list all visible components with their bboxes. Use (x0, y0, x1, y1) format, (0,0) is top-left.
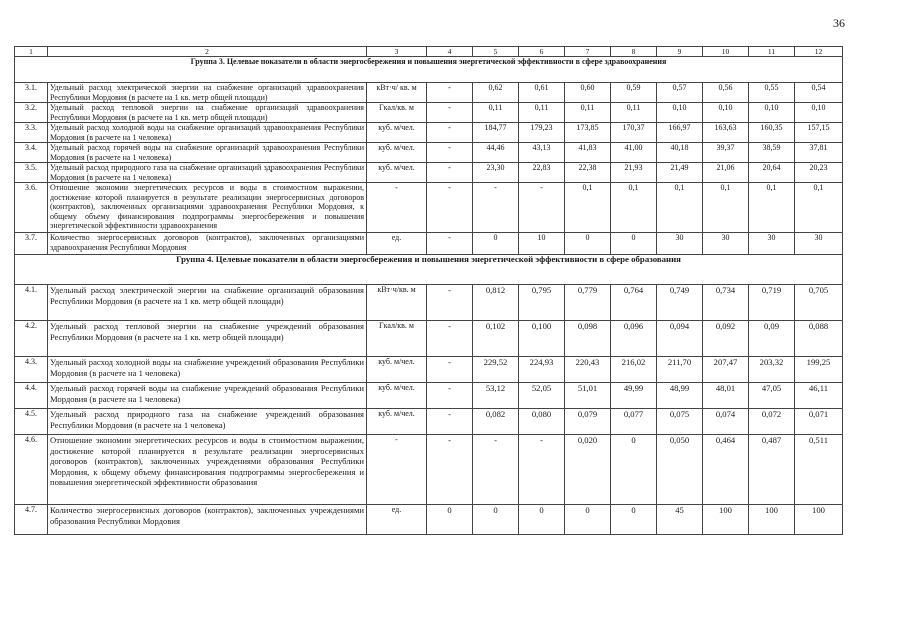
value-cell: 45 (657, 505, 703, 535)
value-cell: 48,01 (703, 383, 749, 409)
table-row (15, 163, 843, 183)
indicator-description: Удельный расход горячей воды на снабжение организаций здравоохранения Республики Мордовия (в расчете на 1 человека) (48, 143, 367, 163)
value-cell: - (473, 435, 519, 505)
base-value-cell: - (427, 83, 473, 103)
value-cell: 22,38 (565, 163, 611, 183)
table-row (15, 505, 843, 535)
unit-cell: куб. м/чел. (367, 123, 427, 143)
value-cell: 0,54 (795, 83, 843, 103)
column-number: 11 (749, 47, 795, 57)
row-number: 3.2. (15, 103, 48, 123)
value-cell: 41,83 (565, 143, 611, 163)
value-cell: 0,10 (657, 103, 703, 123)
value-cell: - (519, 435, 565, 505)
value-cell: 0,050 (657, 435, 703, 505)
value-cell: 0,071 (795, 409, 843, 435)
value-cell: 0,100 (519, 321, 565, 357)
value-cell: 0,082 (473, 409, 519, 435)
value-cell: 0,11 (611, 103, 657, 123)
table-row (15, 233, 843, 255)
value-cell: 203,32 (749, 357, 795, 383)
base-value-cell: - (427, 357, 473, 383)
value-cell: 0,487 (749, 435, 795, 505)
value-cell: 170,37 (611, 123, 657, 143)
value-cell: 0,779 (565, 285, 611, 321)
value-cell: 22,83 (519, 163, 565, 183)
value-cell: 0,09 (749, 321, 795, 357)
value-cell: 41,00 (611, 143, 657, 163)
base-value-cell: - (427, 143, 473, 163)
value-cell: 30 (703, 233, 749, 255)
value-cell: 23,30 (473, 163, 519, 183)
value-cell: 0 (473, 233, 519, 255)
indicator-description: Количество энергосервисных договоров (контрактов), заключенных организациями здравоохранения Республики Мордовия (48, 233, 367, 255)
row-number: 4.7. (15, 505, 48, 535)
value-cell: 0,098 (565, 321, 611, 357)
value-cell: 0 (565, 505, 611, 535)
column-number: 7 (565, 47, 611, 57)
value-cell: 0,719 (749, 285, 795, 321)
value-cell: 21,49 (657, 163, 703, 183)
indicator-description: Удельный расход природного газа на снабжение учреждений образования Республики Мордовия (в расчете на 1 человека) (48, 409, 367, 435)
value-cell: 207,47 (703, 357, 749, 383)
value-cell: 0,1 (611, 183, 657, 233)
column-number: 12 (795, 47, 843, 57)
row-number: 4.3. (15, 357, 48, 383)
column-number: 4 (427, 47, 473, 57)
value-cell: 0,020 (565, 435, 611, 505)
unit-cell: кВт·ч/ кв. м (367, 83, 427, 103)
unit-cell: Гкал/кв. м (367, 103, 427, 123)
value-cell: 224,93 (519, 357, 565, 383)
column-number: 8 (611, 47, 657, 57)
base-value-cell: - (427, 409, 473, 435)
value-cell: 0 (611, 505, 657, 535)
value-cell: 229,52 (473, 357, 519, 383)
indicator-description: Удельный расход тепловой энергии на снабжение учреждений образования Республики Мордовия (в расчете на 1 кв. метр общей площади) (48, 321, 367, 357)
value-cell: 43,13 (519, 143, 565, 163)
table-row (15, 409, 843, 435)
value-cell: 0 (519, 505, 565, 535)
column-number: 5 (473, 47, 519, 57)
value-cell: 211,70 (657, 357, 703, 383)
value-cell: 0,59 (611, 83, 657, 103)
value-cell: 0,60 (565, 83, 611, 103)
value-cell: 0,1 (565, 183, 611, 233)
indicator-description: Отношение экономии энергетических ресурсов и воды в стоимостном выражении, достижение которой планируется в результате реализации энергосервисных договоров (контрактов), заключенных учреждениями образования Республики Мордовия, к общему объему финансирования подпрограммы энергосбережения и повышения энергетической эффективности образования (48, 435, 367, 505)
value-cell: 100 (703, 505, 749, 535)
value-cell: 166,97 (657, 123, 703, 143)
value-cell: 0,1 (749, 183, 795, 233)
value-cell: 46,11 (795, 383, 843, 409)
value-cell: 160,35 (749, 123, 795, 143)
indicators-table (14, 46, 843, 535)
value-cell: 52,05 (519, 383, 565, 409)
table-row (15, 435, 843, 505)
row-number: 4.5. (15, 409, 48, 435)
value-cell: 0,072 (749, 409, 795, 435)
value-cell: 0,764 (611, 285, 657, 321)
value-cell: 0,10 (749, 103, 795, 123)
value-cell: 173,85 (565, 123, 611, 143)
row-number: 4.1. (15, 285, 48, 321)
table-row (15, 321, 843, 357)
value-cell: 199,25 (795, 357, 843, 383)
table-row (15, 357, 843, 383)
unit-cell: куб. м/чел. (367, 143, 427, 163)
value-cell: 47,05 (749, 383, 795, 409)
value-cell: 0,57 (657, 83, 703, 103)
table-row (15, 285, 843, 321)
base-value-cell: - (427, 123, 473, 143)
row-number: 4.6. (15, 435, 48, 505)
value-cell: 0 (611, 233, 657, 255)
value-cell: 0,102 (473, 321, 519, 357)
value-cell: 49,99 (611, 383, 657, 409)
value-cell: 37,81 (795, 143, 843, 163)
value-cell: 0,795 (519, 285, 565, 321)
value-cell: 10 (519, 233, 565, 255)
unit-cell: куб. м/чел. (367, 409, 427, 435)
value-cell: 48,99 (657, 383, 703, 409)
group-title: Группа 3. Целевые показатели в области энергосбережения и повышения энергетической эффективности в сфере здравоохранения (15, 57, 843, 83)
row-number: 3.6. (15, 183, 48, 233)
indicator-description: Удельный расход горячей воды на снабжение учреждений образования Республики Мордовия (в расчете на 1 человека) (48, 383, 367, 409)
value-cell: 0,11 (565, 103, 611, 123)
row-number: 4.2. (15, 321, 48, 357)
value-cell: 179,23 (519, 123, 565, 143)
value-cell: 30 (657, 233, 703, 255)
value-cell: 53,12 (473, 383, 519, 409)
value-cell: 0,075 (657, 409, 703, 435)
base-value-cell: - (427, 233, 473, 255)
value-cell: 0,11 (519, 103, 565, 123)
value-cell: 0,1 (703, 183, 749, 233)
table-row (15, 143, 843, 163)
value-cell: 20,64 (749, 163, 795, 183)
table-row (15, 103, 843, 123)
unit-cell: кВт·ч/кв. м (367, 285, 427, 321)
value-cell: 0,10 (703, 103, 749, 123)
value-cell: 0,812 (473, 285, 519, 321)
column-number-row (15, 47, 843, 57)
unit-cell: Гкал/кв. м (367, 321, 427, 357)
unit-cell: - (367, 183, 427, 233)
value-cell: 39,37 (703, 143, 749, 163)
indicator-description: Удельный расход природного газа на снабжение организаций здравоохранения Республики Мордовия (в расчете на 1 человека) (48, 163, 367, 183)
base-value-cell: 0 (427, 505, 473, 535)
group-title: Группа 4. Целевые показатели в области энергосбережения и повышения энергетической эффективности в сфере образования (15, 255, 843, 285)
value-cell: 21,06 (703, 163, 749, 183)
indicator-description: Удельный расход электрической энергии на снабжение организаций образования Республики Мордовия (в расчете на 1 кв. метр общей площади) (48, 285, 367, 321)
indicator-description: Удельный расход тепловой энергии на снабжение организаций здравоохранения Республики Мордовия (в расчете на 1 кв. метр общей площади) (48, 103, 367, 123)
table-row (15, 383, 843, 409)
base-value-cell: - (427, 435, 473, 505)
value-cell: 0 (611, 435, 657, 505)
row-number: 3.3. (15, 123, 48, 143)
table-row (15, 83, 843, 103)
value-cell: 220,43 (565, 357, 611, 383)
value-cell: 0 (565, 233, 611, 255)
value-cell: 100 (749, 505, 795, 535)
column-number: 2 (48, 47, 367, 57)
value-cell: 0,734 (703, 285, 749, 321)
base-value-cell: - (427, 285, 473, 321)
row-number: 4.4. (15, 383, 48, 409)
value-cell: 20,23 (795, 163, 843, 183)
value-cell: 184,77 (473, 123, 519, 143)
value-cell: 0,11 (473, 103, 519, 123)
value-cell: 38,59 (749, 143, 795, 163)
value-cell: 0,10 (795, 103, 843, 123)
indicator-description: Удельный расход холодной воды на снабжение организаций здравоохранения Республики Мордовия (в расчете на 1 человека) (48, 123, 367, 143)
row-number: 3.4. (15, 143, 48, 163)
value-cell: 0,61 (519, 83, 565, 103)
value-cell: 0,511 (795, 435, 843, 505)
unit-cell: ед. (367, 505, 427, 535)
value-cell: - (473, 183, 519, 233)
value-cell: - (519, 183, 565, 233)
value-cell: 100 (795, 505, 843, 535)
unit-cell: куб. м/чел. (367, 163, 427, 183)
value-cell: 0,074 (703, 409, 749, 435)
page-number: 36 (833, 16, 845, 30)
base-value-cell: - (427, 183, 473, 233)
column-number: 9 (657, 47, 703, 57)
value-cell: 163,63 (703, 123, 749, 143)
base-value-cell: - (427, 103, 473, 123)
value-cell: 0,62 (473, 83, 519, 103)
value-cell: 30 (795, 233, 843, 255)
unit-cell: куб. м/чел. (367, 357, 427, 383)
row-number: 3.1. (15, 83, 48, 103)
base-value-cell: - (427, 321, 473, 357)
value-cell: 0,1 (795, 183, 843, 233)
value-cell: 0,56 (703, 83, 749, 103)
row-number: 3.5. (15, 163, 48, 183)
column-number: 10 (703, 47, 749, 57)
value-cell: 0,080 (519, 409, 565, 435)
value-cell: 0,088 (795, 321, 843, 357)
indicator-description: Количество энергосервисных договоров (контрактов), заключенных учреждениями образования Республики Мордовия (48, 505, 367, 535)
unit-cell: - (367, 435, 427, 505)
value-cell: 51,01 (565, 383, 611, 409)
value-cell: 0,705 (795, 285, 843, 321)
indicator-description: Удельный расход холодной воды на снабжение учреждений образования Республики Мордовия (в расчете на 1 человека) (48, 357, 367, 383)
value-cell: 216,02 (611, 357, 657, 383)
value-cell: 0,096 (611, 321, 657, 357)
unit-cell: куб. м/чел. (367, 383, 427, 409)
column-number: 6 (519, 47, 565, 57)
value-cell: 44,46 (473, 143, 519, 163)
value-cell: 0,094 (657, 321, 703, 357)
value-cell: 21,93 (611, 163, 657, 183)
base-value-cell: - (427, 383, 473, 409)
column-number: 1 (15, 47, 48, 57)
value-cell: 0,749 (657, 285, 703, 321)
row-number: 3.7. (15, 233, 48, 255)
value-cell: 0,1 (657, 183, 703, 233)
table-row (15, 123, 843, 143)
indicator-description: Удельный расход электрической энергии на снабжение организаций здравоохранения Республики Мордовия (в расчете на 1 кв. метр общей площади) (48, 83, 367, 103)
value-cell: 0,077 (611, 409, 657, 435)
unit-cell: ед. (367, 233, 427, 255)
base-value-cell: - (427, 163, 473, 183)
indicator-description: Отношение экономии энергетических ресурсов и воды в стоимостном выражении, достижение которой планируется в результате реализации энергосервисных договоров (контрактов), заключенных организациями здравоохранения Республики Мордовия, к общему объему финансирования подпрограммы энергосбережения и повышения энергетической эффективности здравоохранения (48, 183, 367, 233)
column-number: 3 (367, 47, 427, 57)
table-row (15, 183, 843, 233)
value-cell: 0,464 (703, 435, 749, 505)
value-cell: 0,092 (703, 321, 749, 357)
value-cell: 40,18 (657, 143, 703, 163)
value-cell: 0,079 (565, 409, 611, 435)
value-cell: 0 (473, 505, 519, 535)
value-cell: 157,15 (795, 123, 843, 143)
value-cell: 0,55 (749, 83, 795, 103)
value-cell: 30 (749, 233, 795, 255)
